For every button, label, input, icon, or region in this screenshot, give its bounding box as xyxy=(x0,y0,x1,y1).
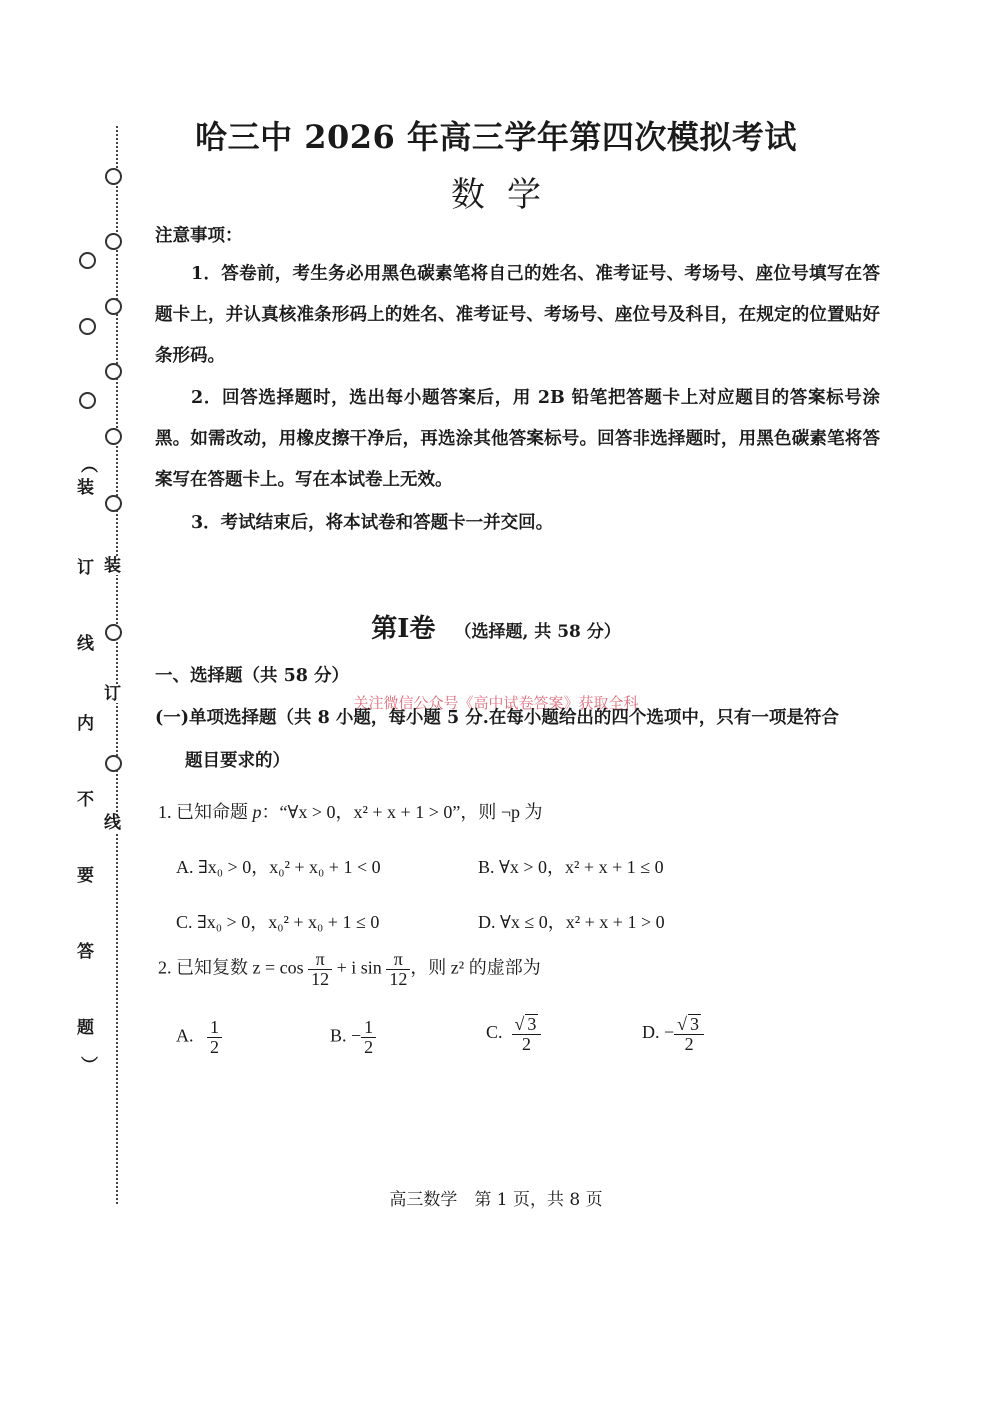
question-2-option-d: D. − $\frac{√ 3}{2}$ xyxy=(642,1014,704,1054)
binding-hole xyxy=(79,318,96,335)
subject-title: 数学 xyxy=(451,175,563,215)
binding-hole xyxy=(105,298,122,315)
margin-inner-char: 订 xyxy=(104,684,121,704)
fraction-pi-12: $\frac{\pi}{12}$ xyxy=(308,950,332,989)
sub-section-heading-cont: 题目要求的） xyxy=(185,751,290,771)
question-2-prefix: 已知复数 z = cos xyxy=(176,957,304,978)
exam-title: 哈三中 2026 年高三学年第四次模拟考试 xyxy=(195,118,797,156)
binding-hole xyxy=(79,392,96,409)
binding-hole xyxy=(105,428,122,445)
margin-char: 订 xyxy=(77,558,94,578)
question-1-option-a: A. ∃x₀ > 0，x₀² + x₀ + 1 < 0 xyxy=(176,857,381,877)
margin-inner-char: 装 xyxy=(104,556,121,576)
binding-hole xyxy=(105,233,122,250)
question-1-option-c: C. ∃x₀ > 0，x₀² + x₀ + 1 ≤ 0 xyxy=(176,912,380,932)
note-item-3: 3．考试结束后，将本试卷和答题卡一并交回。 xyxy=(191,513,554,533)
margin-char: 答 xyxy=(77,942,94,962)
fraction-pi-12: $\frac{\pi}{12}$ xyxy=(386,950,410,989)
question-1-prefix: 已知命题 xyxy=(176,802,248,822)
section-heading: 一、选择题（共 58 分） xyxy=(155,666,350,686)
margin-char: 内 xyxy=(77,714,94,734)
question-1-prop: ：“∀x > 0，x² + x + 1 > 0” xyxy=(261,802,461,822)
question-1-option-d: D. ∀x ≤ 0，x² + x + 1 > 0 xyxy=(478,912,665,932)
question-1-option-b: B. ∀x > 0，x² + x + 1 ≤ 0 xyxy=(478,857,664,877)
question-2-option-c: C. $\frac{√ 3}{2}$ xyxy=(486,1014,541,1054)
notes-heading: 注意事项： xyxy=(155,226,243,246)
part-title-sub: （选择题, 共 58 分） xyxy=(454,622,621,642)
margin-char: 线 xyxy=(77,634,94,654)
sub-section-heading: (一)单项选择题（共 8 小题，每小题 5 分.在每小题给出的四个选项中，只有一项是符合 xyxy=(155,708,839,728)
margin-open-paren: （ xyxy=(77,456,97,473)
margin-char: 要 xyxy=(77,866,94,886)
page-footer: 高三数学 第 1 页，共 8 页 xyxy=(389,1190,603,1210)
binding-dotted-line xyxy=(116,126,118,1204)
question-1-suffix: ，则 ¬p 为 xyxy=(460,802,543,822)
note-item-1: 1．答卷前，考生务必用黑色碳素笔将自己的姓名、准考证号、考场号、座位号填写在答题卡上，并认真核准条形码上的姓名、准考证号、考场号、座位号及科目，在规定的位置贴好条形码。 xyxy=(155,264,880,366)
question-1-stem xyxy=(158,798,543,824)
binding-hole xyxy=(105,363,122,380)
question-1-var: p xyxy=(252,802,262,822)
note-item-2: 2．回答选择题时，选出每小题答案后，用 2B 铅笔把答题卡上对应题目的答案标号涂黑。如需改动，用橡皮擦干净后，再选涂其他答案标号。回答非选择题时，用黑色碳素笔将答案写在答题卡上。写在本试卷上无效。 xyxy=(155,388,880,490)
question-number: 1. xyxy=(158,802,172,822)
question-2-mid: + i sin xyxy=(336,957,382,978)
binding-hole xyxy=(105,495,122,512)
margin-char: 装 xyxy=(77,478,94,498)
binding-hole xyxy=(105,755,122,772)
part-title xyxy=(0,608,992,645)
question-number: 2. xyxy=(158,957,172,978)
margin-char: 题 xyxy=(77,1018,94,1038)
margin-close-paren: ） xyxy=(77,1056,97,1073)
part-title-main: 第Ⅰ卷 xyxy=(371,614,436,644)
watermark-text: 关注微信公众号《高中试卷答案》获取全科 xyxy=(353,694,639,712)
question-2-suffix: ，则 z² 的虚部为 xyxy=(410,957,541,978)
question-2-stem xyxy=(158,950,541,989)
question-2-option-b: B. − $\frac{1}{2}$ xyxy=(330,1018,376,1057)
margin-inner-char: 线 xyxy=(104,813,121,833)
binding-hole xyxy=(79,252,96,269)
margin-char: 不 xyxy=(77,790,94,810)
question-2-option-a: A. $\frac{1}{2}$ xyxy=(176,1018,222,1057)
